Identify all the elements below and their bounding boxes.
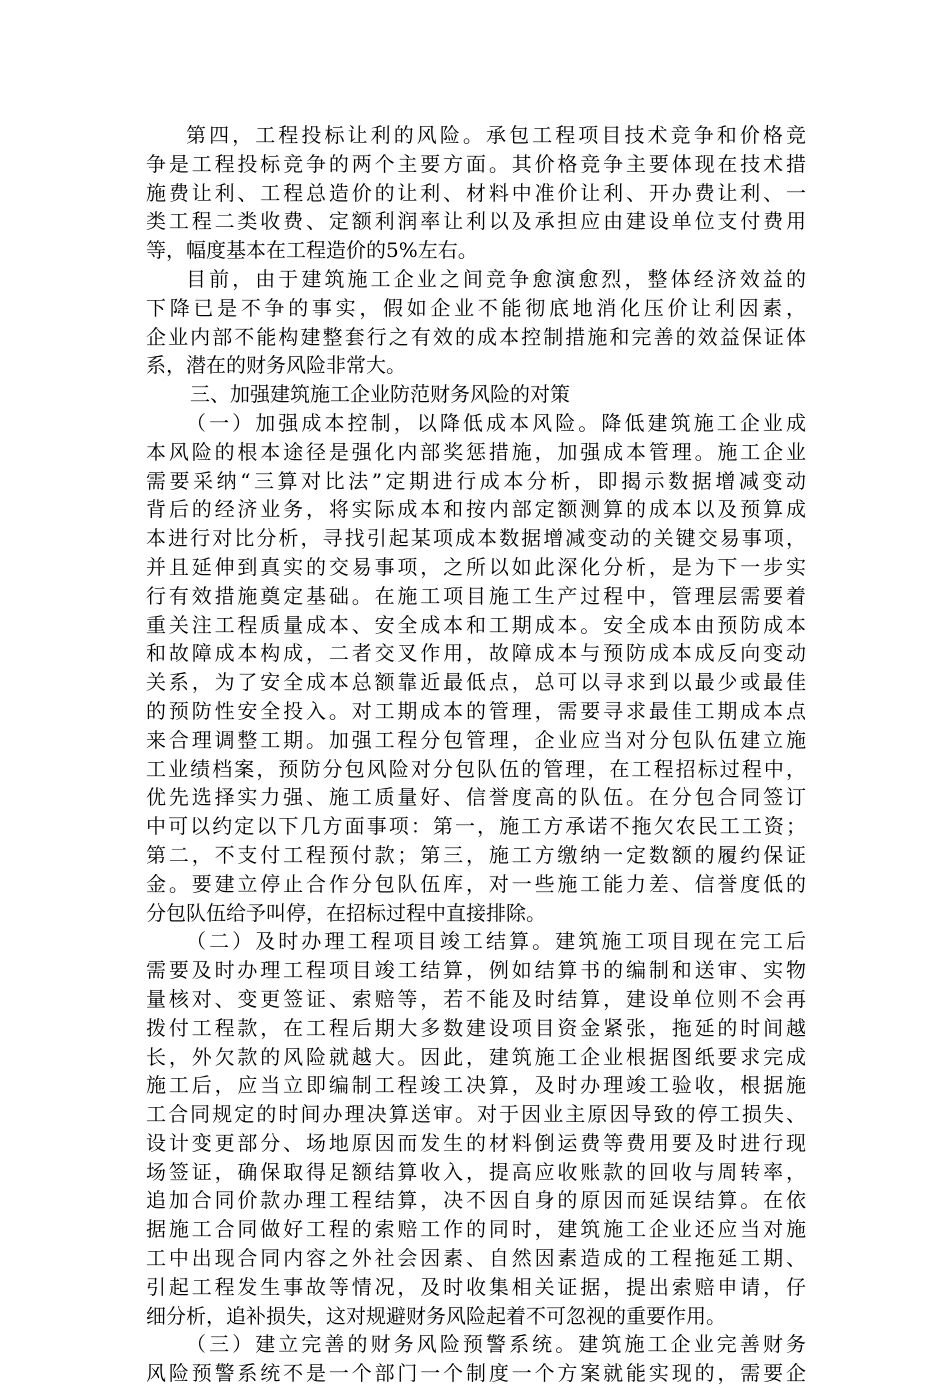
text-line: 三、加强建筑施工企业防范财务风险的对策 bbox=[190, 382, 570, 407]
text-line: 背后的经济业务，将实际成本和按内部定额测算的成本以及预算成 bbox=[146, 497, 806, 522]
text-line: 类工程二类收费、定额利润率让利以及承担应由建设单位支付费用 bbox=[146, 209, 806, 234]
document-body bbox=[146, 121, 806, 1388]
text-line: 企业内部不能构建整套行之有效的成本控制措施和完善的效益保证体 bbox=[146, 324, 806, 349]
paragraph bbox=[146, 380, 806, 409]
text-line: 本风险的根本途径是强化内部奖惩措施，加强成本管理。施工企业 bbox=[146, 439, 806, 464]
text-line: 设计变更部分、场地原因而发生的材料倒运费等费用要及时进行现 bbox=[146, 1130, 806, 1155]
text-line: 系，潜在的财务风险非常大。 bbox=[146, 353, 406, 378]
text-line: 需要采纳“三算对比法”定期进行成本分析，即揭示数据增减变动 bbox=[146, 468, 806, 493]
paragraph bbox=[146, 121, 806, 265]
text-line: 第二，不支付工程预付款；第三，施工方缴纳一定数额的履约保证 bbox=[146, 842, 806, 867]
text-line: （三）建立完善的财务风险预警系统。建筑施工企业完善财务 bbox=[186, 1332, 806, 1357]
text-line: 工中出现合同内容之外社会因素、自然因素造成的工程拖延工期、 bbox=[146, 1246, 806, 1271]
text-line: 来合理调整工期。加强工程分包管理，企业应当对分包队伍建立施 bbox=[146, 727, 806, 752]
text-line: 目前，由于建筑施工企业之间竞争愈演愈烈，整体经济效益的 bbox=[186, 266, 806, 291]
text-line: （一）加强成本控制，以降低成本风险。降低建筑施工企业成 bbox=[186, 410, 806, 435]
paragraph bbox=[146, 265, 806, 380]
text-line: 长，外欠款的风险就越大。因此，建筑施工企业根据图纸要求完成 bbox=[146, 1044, 806, 1069]
text-line: 场签证，确保取得足额结算收入，提高应收账款的回收与周转率， bbox=[146, 1159, 806, 1184]
paragraph bbox=[146, 409, 806, 927]
text-line: 关系，为了安全成本总额靠近最低点，总可以寻求到以最少或最佳 bbox=[146, 670, 806, 695]
text-line: 工合同规定的时间办理决算送审。对于因业主原因导致的停工损失、 bbox=[146, 1102, 806, 1127]
text-line: 施工后，应当立即编制工程竣工决算，及时办理竣工验收，根据施 bbox=[146, 1073, 806, 1098]
text-line: 和故障成本构成，二者交叉作用，故障成本与预防成本成反向变动 bbox=[146, 641, 806, 666]
text-line: 细分析，追补损失，这对规避财务风险起着不可忽视的重要作用。 bbox=[146, 1303, 726, 1328]
text-line: 拨付工程款，在工程后期大多数建设项目资金紧张，拖延的时间越 bbox=[146, 1015, 806, 1040]
text-line: 并且延伸到真实的交易事项，之所以如此深化分析，是为下一步实 bbox=[146, 554, 806, 579]
text-line: 本进行对比分析，寻找引起某项成本数据增减变动的关键交易事项， bbox=[146, 526, 806, 551]
paragraph bbox=[146, 1330, 806, 1388]
text-line: 重关注工程质量成本、安全成本和工期成本。安全成本由预防成本 bbox=[146, 612, 806, 637]
text-line: 争是工程投标竞争的两个主要方面。其价格竞争主要体现在技术措 bbox=[146, 151, 806, 176]
text-line: 工业绩档案，预防分包风险对分包队伍的管理，在工程招标过程中， bbox=[146, 756, 806, 781]
text-line: 行有效措施奠定基础。在施工项目施工生产过程中，管理层需要着 bbox=[146, 583, 806, 608]
text-line: 第四，工程投标让利的风险。承包工程项目技术竞争和价格竞 bbox=[186, 123, 806, 147]
text-line: 引起工程发生事故等情况，及时收集相关证据，提出索赔申请，仔 bbox=[146, 1274, 806, 1299]
text-line: （二）及时办理工程项目竣工结算。建筑施工项目现在完工后 bbox=[186, 929, 806, 954]
text-line: 风险预警系统不是一个部门一个制度一个方案就能实现的，需要企 bbox=[146, 1361, 806, 1386]
text-line: 量核对、变更签证、索赔等，若不能及时结算，建设单位则不会再 bbox=[146, 986, 806, 1011]
text-line: 据施工合同做好工程的索赔工作的同时，建筑施工企业还应当对施 bbox=[146, 1217, 806, 1242]
text-line: 施费让利、工程总造价的让利、材料中准价让利、开办费让利、一 bbox=[146, 180, 806, 205]
text-line: 中可以约定以下几方面事项：第一，施工方承诺不拖欠农民工工资； bbox=[146, 814, 806, 839]
text-line: 下降已是不争的事实，假如企业不能彻底地消化压价让利因素， bbox=[146, 295, 806, 320]
text-line: 分包队伍给予叫停，在招标过程中直接排除。 bbox=[146, 900, 546, 925]
text-line: 需要及时办理工程项目竣工结算，例如结算书的编制和送审、实物 bbox=[146, 958, 806, 983]
text-line: 的预防性安全投入。对工期成本的管理，需要寻求最佳工期成本点 bbox=[146, 698, 806, 723]
text-line: 优先选择实力强、施工质量好、信誉度高的队伍。在分包合同签订 bbox=[146, 785, 806, 810]
text-line: 追加合同价款办理工程结算，决不因自身的原因而延误结算。在依 bbox=[146, 1188, 806, 1213]
text-line: 等，幅度基本在工程造价的5%左右。 bbox=[146, 238, 478, 263]
text-line: 金。要建立停止合作分包队伍库，对一些施工能力差、信誉度低的 bbox=[146, 871, 806, 896]
paragraph bbox=[146, 927, 806, 1330]
